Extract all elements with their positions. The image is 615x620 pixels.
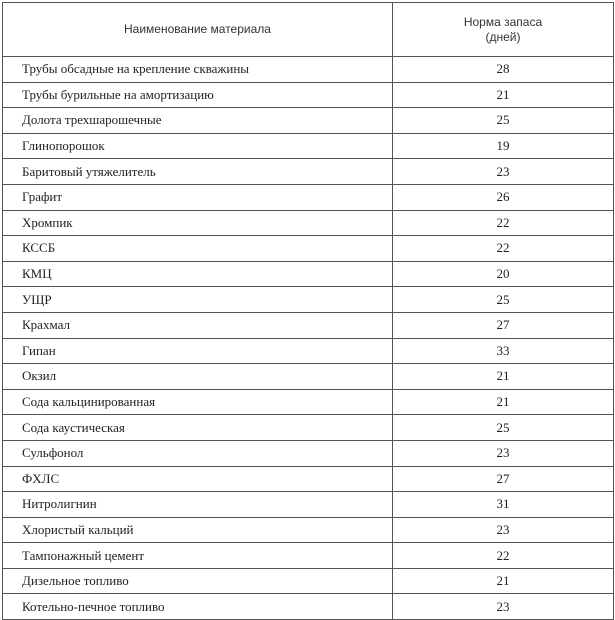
table-row bbox=[3, 159, 614, 185]
stock-days-cell: 28 bbox=[393, 57, 614, 83]
stock-days-cell: 21 bbox=[393, 389, 614, 415]
header-stock-norm-line2: (дней) bbox=[485, 29, 521, 44]
stock-days-cell: 27 bbox=[393, 466, 614, 492]
table-row bbox=[3, 517, 614, 543]
material-name-cell: Котельно-печное топливо bbox=[3, 594, 393, 620]
table-row bbox=[3, 210, 614, 236]
stock-days-cell: 22 bbox=[393, 236, 614, 262]
stock-days-cell: 21 bbox=[393, 568, 614, 594]
stock-days-cell: 23 bbox=[393, 517, 614, 543]
stock-days-cell: 33 bbox=[393, 338, 614, 364]
stock-days-cell: 25 bbox=[393, 108, 614, 134]
stock-days-cell: 26 bbox=[393, 184, 614, 210]
table-row bbox=[3, 389, 614, 415]
material-name-cell: Хлористый кальций bbox=[3, 517, 393, 543]
table-row bbox=[3, 236, 614, 262]
material-name-cell: Графит bbox=[3, 184, 393, 210]
table-row bbox=[3, 57, 614, 83]
material-name-cell: Крахмал bbox=[3, 312, 393, 338]
material-name-cell: Сульфонол bbox=[3, 440, 393, 466]
table-row bbox=[3, 594, 614, 620]
stock-days-cell: 22 bbox=[393, 210, 614, 236]
header-stock-norm-line1: Норма запаса bbox=[463, 14, 543, 29]
table-row bbox=[3, 440, 614, 466]
material-name-cell: Баритовый утяжелитель bbox=[3, 159, 393, 185]
material-name-cell: Сода каустическая bbox=[3, 415, 393, 441]
materials-stock-table bbox=[2, 2, 614, 620]
stock-days-cell: 25 bbox=[393, 415, 614, 441]
material-name-cell: Хромпик bbox=[3, 210, 393, 236]
stock-days-cell: 23 bbox=[393, 440, 614, 466]
table-row bbox=[3, 261, 614, 287]
stock-days-cell: 21 bbox=[393, 82, 614, 108]
material-name-cell: Окзил bbox=[3, 364, 393, 390]
table-row bbox=[3, 492, 614, 518]
stock-days-cell: 20 bbox=[393, 261, 614, 287]
table-body bbox=[3, 57, 614, 620]
stock-days-cell: 25 bbox=[393, 287, 614, 313]
header-row bbox=[3, 3, 614, 57]
material-name-cell: КМЦ bbox=[3, 261, 393, 287]
table-row bbox=[3, 338, 614, 364]
table-row bbox=[3, 568, 614, 594]
stock-days-cell: 19 bbox=[393, 133, 614, 159]
material-name-cell: Тампонажный цемент bbox=[3, 543, 393, 569]
table-row bbox=[3, 287, 614, 313]
table-row bbox=[3, 108, 614, 134]
stock-days-cell: 22 bbox=[393, 543, 614, 569]
table-row bbox=[3, 466, 614, 492]
material-name-cell: Трубы бурильные на амортизацию bbox=[3, 82, 393, 108]
material-name-cell: ФХЛС bbox=[3, 466, 393, 492]
material-name-cell: Гипан bbox=[3, 338, 393, 364]
table-row bbox=[3, 82, 614, 108]
table-header bbox=[3, 3, 614, 57]
stock-days-cell: 27 bbox=[393, 312, 614, 338]
header-material-name: Наименование материала bbox=[3, 3, 393, 57]
material-name-cell: Нитролигнин bbox=[3, 492, 393, 518]
material-name-cell: Долота трехшарошечные bbox=[3, 108, 393, 134]
stock-days-cell: 21 bbox=[393, 364, 614, 390]
material-name-cell: КССБ bbox=[3, 236, 393, 262]
material-name-cell: Глинопорошок bbox=[3, 133, 393, 159]
table-row bbox=[3, 184, 614, 210]
table-row bbox=[3, 133, 614, 159]
table-row bbox=[3, 543, 614, 569]
material-name-cell: Трубы обсадные на крепление скважины bbox=[3, 57, 393, 83]
table-row bbox=[3, 364, 614, 390]
stock-days-cell: 31 bbox=[393, 492, 614, 518]
material-name-cell: УЩР bbox=[3, 287, 393, 313]
table-row bbox=[3, 312, 614, 338]
material-name-cell: Сода кальцинированная bbox=[3, 389, 393, 415]
stock-days-cell: 23 bbox=[393, 594, 614, 620]
table-row bbox=[3, 415, 614, 441]
material-name-cell: Дизельное топливо bbox=[3, 568, 393, 594]
stock-days-cell: 23 bbox=[393, 159, 614, 185]
header-stock-norm bbox=[393, 3, 614, 57]
